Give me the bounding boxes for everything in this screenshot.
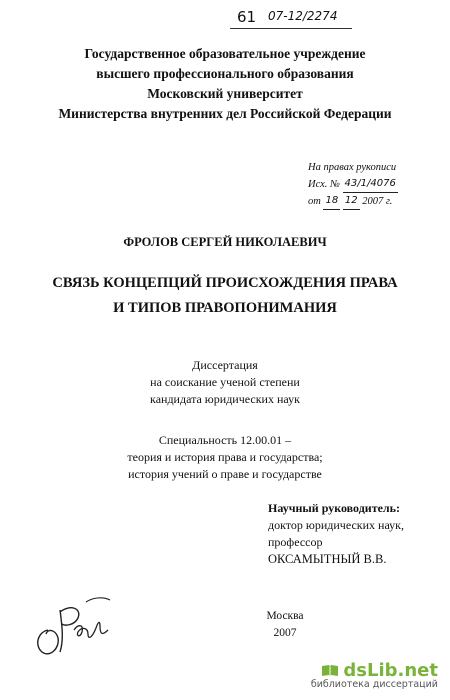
date-month: 12 (343, 193, 360, 210)
specialty-line-1: Специальность 12.00.01 – (158, 433, 292, 447)
supervisor-rank: профессор (268, 535, 323, 549)
dslib-brand: dsLib.net (343, 660, 438, 681)
date-prefix: от (308, 196, 321, 207)
author-name: ФРОЛОВ СЕРГЕЙ НИКОЛАЕВИЧ (123, 235, 327, 249)
institution-line-2: высшего профессионального образования (96, 66, 354, 81)
manuscript-rights-block (308, 160, 398, 210)
dslib-watermark[interactable] (311, 660, 438, 690)
reference-prefix: Исх. № (308, 179, 340, 190)
archive-stamp-code: 07-12/2274 (268, 9, 338, 23)
reference-number-line (308, 176, 398, 193)
dslib-tagline: библиотека диссертаций (310, 679, 438, 690)
city: Москва (266, 610, 304, 622)
institution-line-4: Министерства внутренних дел Российской Федерации (58, 106, 392, 121)
year: 2007 (273, 627, 297, 639)
supervisor-name: ОКСАМЫТНЫЙ В.В. (268, 552, 387, 566)
degree-line-1: на соискание ученой степени (150, 375, 300, 389)
reference-date-line (308, 193, 398, 210)
reference-number: 43/1/4076 (343, 176, 398, 193)
date-day: 18 (323, 193, 340, 210)
dissertation-title-line-1: СВЯЗЬ КОНЦЕПЦИЙ ПРОИСХОЖДЕНИЯ ПРАВА (52, 275, 398, 291)
dissertation-title-line-2: И ТИПОВ ПРАВОПОНИМАНИЯ (113, 300, 337, 316)
date-year: 2007 г. (362, 196, 393, 207)
specialty-line-2: теория и история права и государства; (127, 450, 323, 464)
dslib-logo (311, 660, 438, 681)
supervisor-block (268, 500, 404, 568)
institution-line-3: Московский университет (147, 86, 303, 101)
specialty-line-3: история учений о праве и государстве (128, 467, 322, 481)
supervisor-heading: Научный руководитель: (268, 501, 400, 515)
archive-stamp-number: 61 (237, 8, 257, 26)
institution-line-1: Государственное образовательное учреждение (84, 46, 366, 61)
stamp-underline (230, 28, 352, 29)
supervisor-degree: доктор юридических наук, (268, 518, 404, 532)
dissertation-label: Диссертация (192, 358, 258, 372)
book-icon (321, 664, 339, 678)
manuscript-rights-label: На правах рукописи (308, 162, 397, 173)
degree-line-2: кандидата юридических наук (150, 392, 300, 406)
